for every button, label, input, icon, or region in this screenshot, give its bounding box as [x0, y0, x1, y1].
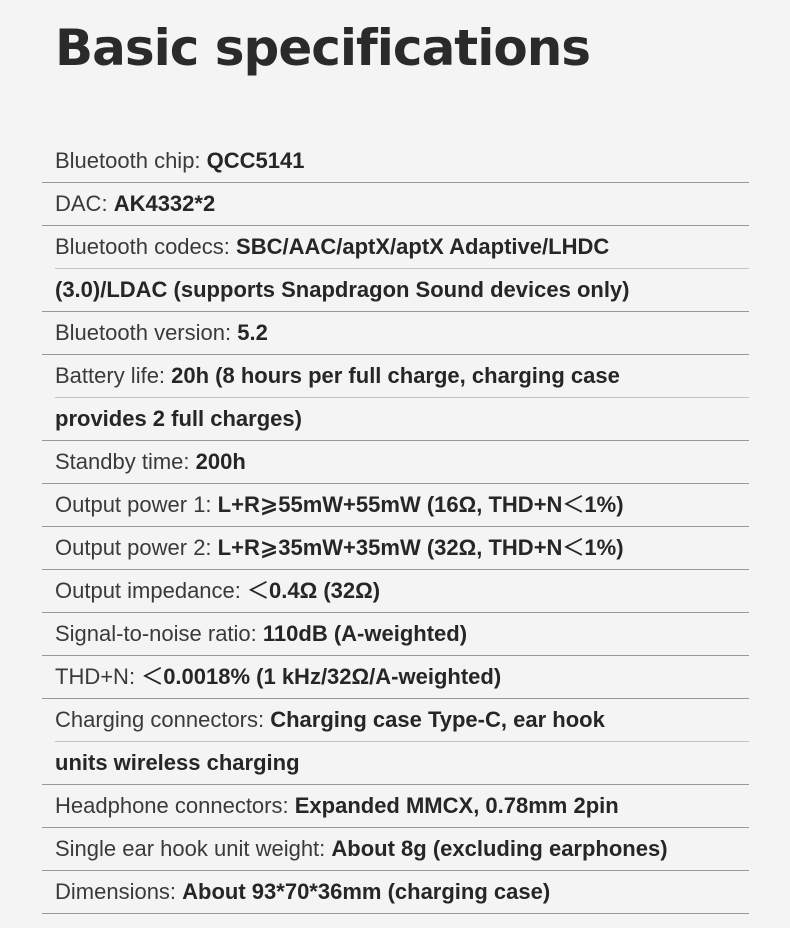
page-title: Basic specifications — [55, 19, 591, 77]
spec-label: Single ear hook unit weight: — [55, 836, 332, 861]
spec-row-standby-time — [42, 441, 749, 484]
spec-row-dac — [42, 183, 749, 226]
spec-row-bluetooth-codecs — [42, 226, 749, 312]
spec-row-charging-connectors — [42, 699, 749, 785]
spec-row-bluetooth-chip — [42, 140, 749, 183]
spec-value: ＜0.4Ω (32Ω) — [247, 578, 381, 603]
spec-value: 5.2 — [237, 320, 268, 345]
spec-label: Dimensions: — [55, 879, 183, 904]
spec-row-output-impedance — [42, 570, 749, 613]
spec-list — [42, 140, 749, 914]
spec-value: AK4332*2 — [113, 191, 216, 216]
spec-label: Bluetooth chip: — [55, 148, 207, 173]
spec-label: Standby time: — [55, 449, 196, 474]
spec-row-output-power-2 — [42, 527, 749, 570]
spec-row-snr — [42, 613, 749, 656]
spec-value: Expanded MMCX, 0.78mm 2pin — [294, 793, 619, 818]
spec-label: Bluetooth codecs: — [55, 234, 237, 259]
spec-value-continued: provides 2 full charges) — [55, 406, 302, 431]
spec-row-output-power-1 — [42, 484, 749, 527]
spec-value: L+R⩾35mW+35mW (32Ω, THD+N＜1%) — [217, 535, 624, 560]
spec-label: DAC: — [55, 191, 114, 216]
spec-value: About 8g (excluding earphones) — [331, 836, 668, 861]
spec-value: ＜0.0018% (1 kHz/32Ω/A-weighted) — [141, 664, 502, 689]
spec-row-thd-n — [42, 656, 749, 699]
spec-value-continued: units wireless charging — [55, 750, 300, 775]
spec-row-dimensions — [42, 871, 749, 914]
spec-label: Bluetooth version: — [55, 320, 238, 345]
spec-row-unit-weight — [42, 828, 749, 871]
spec-row-headphone-connectors — [42, 785, 749, 828]
spec-label: THD+N: — [55, 664, 142, 689]
spec-value: About 93*70*36mm (charging case) — [182, 879, 551, 904]
spec-value: Charging case Type-C, ear hook — [270, 707, 605, 732]
spec-value: L+R⩾55mW+55mW (16Ω, THD+N＜1%) — [217, 492, 624, 517]
spec-value-continued: (3.0)/LDAC (supports Snapdragon Sound devices only) — [55, 277, 630, 302]
spec-label: Output power 2: — [55, 535, 218, 560]
spec-label: Headphone connectors: — [55, 793, 295, 818]
spec-label: Signal-to-noise ratio: — [55, 621, 263, 646]
spec-row-battery-life — [42, 355, 749, 441]
spec-label: Charging connectors: — [55, 707, 271, 732]
spec-value: SBC/AAC/aptX/aptX Adaptive/LHDC — [236, 234, 610, 259]
spec-row-bluetooth-version — [42, 312, 749, 355]
spec-label: Output impedance: — [55, 578, 248, 603]
spec-value: 20h (8 hours per full charge, charging case — [171, 363, 620, 388]
spec-label: Output power 1: — [55, 492, 218, 517]
spec-label: Battery life: — [55, 363, 172, 388]
spec-value: QCC5141 — [206, 148, 305, 173]
spec-value: 110dB (A-weighted) — [262, 621, 468, 646]
spec-value: 200h — [195, 449, 246, 474]
